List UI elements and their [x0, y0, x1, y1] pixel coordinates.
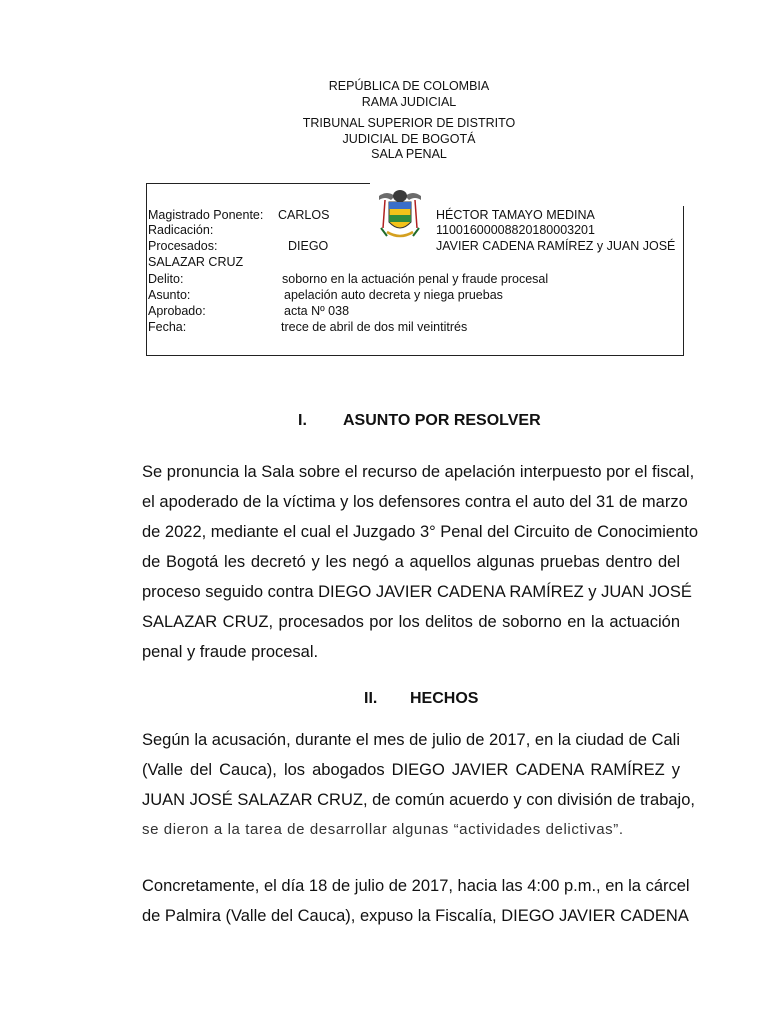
radicacion-value: 11001600008820180003201 [436, 223, 595, 237]
header-rama-judicial: RAMA JUDICIAL [361, 95, 457, 109]
header-republica: REPÚBLICA DE COLOMBIA [328, 79, 490, 93]
header-judicial-bogota: JUDICIAL DE BOGOTÁ [342, 132, 476, 146]
paragraph-line: JUAN JOSÉ SALAZAR CRUZ, de común acuerdo y con división de trabajo, [142, 791, 695, 809]
fecha-value: trece de abril de dos mil veintitrés [281, 320, 468, 334]
section2-title: HECHOS [410, 690, 479, 707]
paragraph-line: Según la acusación, durante el mes de julio de 2017, en la ciudad de Cali [142, 731, 680, 749]
section2-number: II. [364, 690, 378, 707]
header-tribunal: TRIBUNAL SUPERIOR DE DISTRITO [302, 116, 516, 130]
asunto-value: apelación auto decreta y niega pruebas [284, 288, 503, 302]
asunto-label: Asunto: [148, 288, 191, 302]
colombia-coat-of-arms-icon [377, 188, 423, 242]
section2-paragraph-1 [142, 725, 695, 845]
magistrado-value-first: CARLOS [278, 208, 330, 222]
paragraph-line: (Valle del Cauca), los abogados DIEGO JAVIER CADENA RAMÍREZ y [142, 761, 680, 779]
paragraph-line: proceso seguido contra DIEGO JAVIER CADENA RAMÍREZ y JUAN JOSÉ [142, 583, 692, 601]
delito-value: soborno en la actuación penal y fraude procesal [282, 272, 549, 286]
section2-paragraph-2 [142, 871, 690, 931]
paragraph-line: Se pronuncia la Sala sobre el recurso de apelación interpuesto por el fiscal, [142, 463, 695, 481]
paragraph-line: de Palmira (Valle del Cauca), expuso la Fiscalía, DIEGO JAVIER CADENA [142, 907, 689, 925]
paragraph-line: de 2022, mediante el cual el Juzgado 3° Penal del Circuito de Conocimiento [142, 523, 699, 541]
section1-title: ASUNTO POR RESOLVER [343, 412, 541, 429]
procesados-label: Procesados: [148, 239, 218, 253]
paragraph-line: de Bogotá les decretó y les negó a aquellos algunas pruebas dentro del [142, 553, 680, 571]
procesados-value-cont: SALAZAR CRUZ [148, 255, 244, 269]
case-info-box-top-rule [146, 183, 370, 184]
paragraph-line: penal y fraude procesal. [142, 643, 319, 661]
magistrado-value-rest: HÉCTOR TAMAYO MEDINA [436, 208, 595, 222]
aprobado-value: acta Nº 038 [284, 304, 350, 318]
aprobado-label: Aprobado: [148, 304, 206, 318]
paragraph-line: se dieron a la tarea de desarrollar algunas “actividades delictivas”. [142, 821, 624, 838]
procesados-value-first: DIEGO [288, 239, 329, 253]
paragraph-line: Concretamente, el día 18 de julio de 2017, hacia las 4:00 p.m., en la cárcel [142, 877, 690, 895]
magistrado-label: Magistrado Ponente: [148, 208, 264, 222]
section1-paragraph [142, 457, 699, 667]
procesados-value-rest: JAVIER CADENA RAMÍREZ y JUAN JOSÉ [436, 239, 676, 253]
radicacion-label: Radicación: [148, 223, 214, 237]
header-sala-penal: SALA PENAL [371, 147, 447, 161]
delito-label: Delito: [148, 272, 184, 286]
fecha-label: Fecha: [148, 320, 187, 334]
paragraph-line: el apoderado de la víctima y los defensores contra el auto del 31 de marzo [142, 493, 688, 511]
paragraph-line: SALAZAR CRUZ, procesados por los delitos de soborno en la actuación [142, 613, 680, 631]
section1-number: I. [298, 412, 307, 429]
